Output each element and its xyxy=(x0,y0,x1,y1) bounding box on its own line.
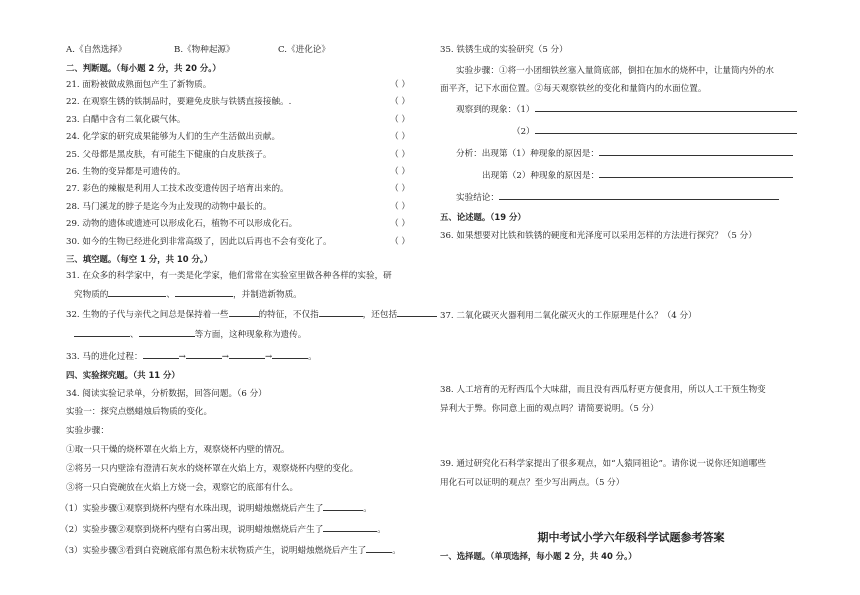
answer-line-3 xyxy=(60,543,422,557)
conclusion-blank[interactable] xyxy=(499,190,779,200)
judge-question xyxy=(66,166,422,178)
q32-text-5: 等方面，这种现象称为遗传。 xyxy=(194,329,307,340)
judge-question-text: 27. 彩色的辣椒是利用人工技术改变遗传因子培育出来的。 xyxy=(66,184,289,195)
judge-question xyxy=(66,131,422,143)
judge-answer-paren[interactable]: （ ） xyxy=(390,201,410,212)
judge-question xyxy=(66,96,422,108)
section-4-title: 四、实验探究题。（共 11 分） xyxy=(66,369,180,380)
analysis-label-2: 出现第（2）种现象的原因是： xyxy=(482,171,600,181)
q33-arrow-3: → xyxy=(264,351,273,362)
question-37: 37. 二氧化碳灭火器利用二氧化碳灭火的工作原理是什么？（4 分） xyxy=(440,311,697,321)
q31-text-3: ，并制造新物质。 xyxy=(233,289,302,300)
judge-question-text: 24. 化学家的研究成果能够为人们的生产生活做出贡献。 xyxy=(66,132,281,143)
question-34: 34. 阅读实验记录单，分析数据，回答问题。（6 分） xyxy=(66,388,267,399)
judge-answer-paren[interactable]: （ ） xyxy=(390,80,410,90)
q33-blank-3[interactable] xyxy=(229,349,265,359)
judge-answer-paren[interactable]: （ ） xyxy=(390,219,410,230)
q32-text-3: ，还包括 xyxy=(362,309,398,320)
q31-text-2: 、 xyxy=(166,289,175,300)
q35-steps-line2: 面平齐，记下水面位置。②每天观察铁丝的变化和量筒内的水面位置。 xyxy=(440,84,707,94)
observe-blank-1[interactable] xyxy=(535,102,797,112)
judge-question-text: 25. 父母都是黑皮肤，有可能生下健康的白皮肤孩子。 xyxy=(66,149,272,160)
judge-answer-paren[interactable]: （ ） xyxy=(390,149,410,160)
right-column xyxy=(440,44,822,562)
answer-3-blank[interactable] xyxy=(366,543,392,553)
section-2-title: 二、判断题。（每小题 2 分，共 20 分。） xyxy=(66,63,221,73)
question-39-line1: 39. 通过研究化石科学家提出了很多观点，如“人猿同祖论”。请你说一说你还知道哪些 xyxy=(440,459,766,469)
answer-3-period: 。 xyxy=(392,545,401,556)
question-35: 35. 铁锈生成的实验研究（5 分） xyxy=(440,45,568,55)
q32-blank-3[interactable] xyxy=(397,307,437,317)
analysis-blank-1[interactable] xyxy=(599,146,793,156)
q31-text-1: 究物质的 xyxy=(74,289,109,300)
judge-question xyxy=(66,218,422,230)
judge-question-list xyxy=(66,79,422,248)
experiment-1-title: 实验一：探究点燃蜡烛后物质的变化。 xyxy=(66,406,213,417)
left-column xyxy=(60,44,422,557)
observe-label-2: （2） xyxy=(512,127,535,137)
analysis-label-1: 分析：出现第（1）种现象的原因是： xyxy=(456,149,599,159)
question-32-line2 xyxy=(66,327,422,341)
judge-question xyxy=(66,201,422,213)
judge-question xyxy=(66,114,422,126)
q35-steps-line1: 实验步骤：①将一小团细铁丝塞入量筒底部，倒扣在加水的烧杯中，让量筒内外的水 xyxy=(456,66,774,76)
q35-conclusion xyxy=(440,190,822,204)
judge-question-text: 26. 生物的变异都是可遗传的。 xyxy=(66,166,186,177)
answer-key-title: 期中考试小学六年级科学试题参考答案 xyxy=(537,531,725,544)
q31-blank-2[interactable] xyxy=(175,287,233,297)
judge-question xyxy=(66,149,422,161)
answer-2-blank[interactable] xyxy=(323,522,377,532)
judge-answer-paren[interactable]: （ ） xyxy=(390,236,410,247)
question-33 xyxy=(66,349,422,363)
q32-blank-4[interactable] xyxy=(74,327,130,337)
q32-blank-2[interactable] xyxy=(319,307,363,317)
answer-1-period: 。 xyxy=(363,503,372,514)
judge-answer-paren[interactable]: （ ） xyxy=(390,184,410,195)
analysis-blank-2[interactable] xyxy=(599,168,793,178)
q33-blank-2[interactable] xyxy=(186,349,222,359)
q35-observe-1 xyxy=(440,102,822,116)
answer-line-2 xyxy=(60,522,422,536)
q33-period: 。 xyxy=(308,351,317,362)
question-38-line1: 38. 人工培育的无籽西瓜个大味甜，而且没有西瓜籽更方便食用，所以人工干预生物变 xyxy=(440,385,766,395)
answer-2-period: 。 xyxy=(377,524,386,535)
q32-blank-1[interactable] xyxy=(229,307,259,317)
q35-analysis-1 xyxy=(440,146,822,160)
q32-text-1: 32. 生物的子代与亲代之间总是保持着一些 xyxy=(66,309,229,320)
steps-title: 实验步骤： xyxy=(66,425,109,436)
q32-text-4: 、 xyxy=(130,329,139,340)
q33-arrow-1: → xyxy=(178,351,186,362)
q35-analysis-2 xyxy=(440,168,822,182)
question-38-line2: 异利大于弊。你同意上面的观点吗？请简要说明。（5 分） xyxy=(440,404,659,414)
answer-3-text: （3）实验步骤③看到白瓷碗底部有黑色粉末状物质产生，说明蜡烛燃烧后产生了 xyxy=(60,545,367,556)
question-31-line2 xyxy=(66,287,422,301)
choice-a: A.《自然选择》 xyxy=(66,45,127,55)
section-5-title: 五、论述题。（19 分） xyxy=(440,212,526,222)
observe-label: 观察到的现象：（1） xyxy=(456,105,535,115)
q33-arrow-2: → xyxy=(221,351,229,362)
answer-1-text: （1）实验步骤①观察到烧杯内壁有水珠出现，说明蜡烛燃烧后产生了 xyxy=(60,503,324,514)
judge-question-text: 28. 马门溪龙的脖子是迄今为止发现的动物中最长的。 xyxy=(66,201,272,212)
question-39-line2: 用化石可以证明的观点？至少写出两点。（5 分） xyxy=(440,478,625,488)
q32-text-2: 的特征，不仅指 xyxy=(258,309,319,320)
conclusion-label: 实验结论： xyxy=(456,193,499,203)
step-2: ②将另一只内壁涂有澄清石灰水的烧杯罩在火焰上方，观察烧杯内壁的变化。 xyxy=(66,463,359,474)
q33-blank-1[interactable] xyxy=(143,349,179,359)
q32-blank-5[interactable] xyxy=(139,327,195,337)
choice-c: C.《进化论》 xyxy=(278,45,330,55)
q31-blank-1[interactable] xyxy=(108,287,166,297)
judge-question-text: 21. 面粉被做成熟面包产生了新物质。 xyxy=(66,80,212,90)
judge-question-text: 23. 白醋中含有二氧化碳气体。 xyxy=(66,114,186,125)
answer-2-text: （2）实验步骤②观察到烧杯内壁有白雾出现，说明蜡烛燃烧后产生了 xyxy=(60,524,324,535)
choice-options xyxy=(66,44,422,56)
answer-key-section-1: 一、选择题。（单项选择，每小题 2 分，共 40 分。） xyxy=(440,551,637,561)
judge-answer-paren[interactable]: （ ） xyxy=(390,132,410,143)
question-32-line1 xyxy=(66,307,422,321)
q35-observe-2 xyxy=(440,124,822,138)
q33-blank-4[interactable] xyxy=(272,349,308,359)
section-3-title: 三、填空题。（每空 1 分，共 10 分。） xyxy=(66,253,213,264)
judge-question-text: 30. 如今的生物已经进化到非常高级了，因此以后再也不会有变化了。 xyxy=(66,236,332,247)
judge-question xyxy=(66,236,422,248)
question-36: 36. 如果想要对比铁和铁锈的硬度和光泽度可以采用怎样的方法进行探究？（5 分） xyxy=(440,231,757,241)
judge-question-text: 29. 动物的遗体或遗迹可以形成化石，植物不可以形成化石。 xyxy=(66,219,298,230)
judge-answer-paren[interactable]: （ ） xyxy=(390,166,410,177)
choice-b: B.《物种起源》 xyxy=(174,45,235,55)
judge-question xyxy=(66,183,422,195)
judge-answer-paren[interactable]: （ ） xyxy=(390,114,410,125)
answer-1-blank[interactable] xyxy=(323,501,363,511)
judge-question xyxy=(66,79,422,91)
observe-blank-2[interactable] xyxy=(535,124,797,134)
judge-question-text: 22. 在观察生锈的铁制品时，要避免皮肤与铁锈直接接触。. xyxy=(66,97,292,108)
q33-text: 33. 马的进化过程： xyxy=(66,351,143,362)
answer-line-1 xyxy=(60,501,422,515)
judge-answer-paren[interactable]: （ ） xyxy=(390,97,410,108)
step-1: ①取一只干燥的烧杯罩在火焰上方，观察烧杯内壁的情况。 xyxy=(66,444,290,455)
step-3: ③将一只白瓷碗放在火焰上方烧一会，观察它的底部有什么。 xyxy=(66,482,299,493)
question-31-line1: 31. 在众多的科学家中，有一类是化学家，他们常常在实验室里做各种各样的实验，研 xyxy=(66,270,392,281)
